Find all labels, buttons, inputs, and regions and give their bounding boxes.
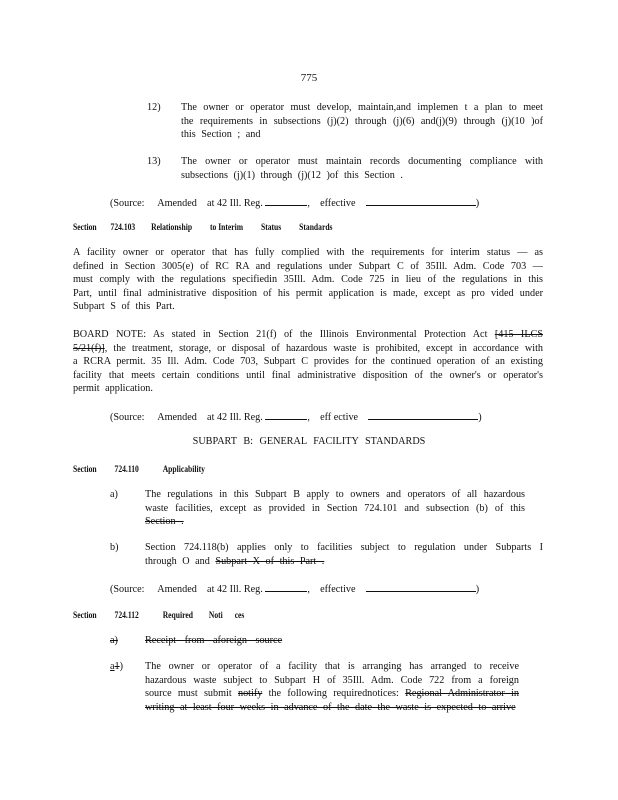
- section-heading: Section 724.112 Required Noti ces: [73, 609, 245, 621]
- list-item-text: Section 724.118(b) applies only to facilities subject to regulation under Subparts I through O and Subpart X of this Part .: [145, 542, 543, 567]
- section-heading: Section 724.103 Relationship to Interim Status Standards: [73, 221, 333, 233]
- source-note: (Source: Amended at 42 Ill. Reg. , effective ): [110, 584, 480, 595]
- list-item-number: a): [110, 635, 118, 646]
- source-note: (Source: Amended at 42 Ill. Reg. , effective ): [110, 198, 480, 209]
- list-item-text: The owner or operator of a facility that is arranging has arranged to receive hazardous waste subject to Subpart H of 35Ill. Adm. Code 722 from a foreign source must submit notify the following requirednotices: Regional Administrator in writing at least four weeks in advance of the date the waste is expected to arrive: [145, 661, 519, 713]
- list-item-number: a1): [110, 661, 124, 672]
- list-item-number: a): [110, 489, 118, 500]
- source-note: (Source: Amended at 42 Ill. Reg. , eff ective ): [110, 412, 482, 423]
- subpart-heading: SUBPART B: GENERAL FACILITY STANDARDS: [192, 436, 426, 447]
- list-item-text: The regulations in this Subpart B apply to owners and operators of all hazardous waste facilities, except as provided in Section 724.101 and subsection (b) of this Section .: [145, 489, 525, 528]
- list-item-number: 12): [147, 102, 161, 113]
- list-item-text: The owner or operator must develop, maintain,and implemen t a plan to meet the requirements in subsections (j)(2) through (j)(6) and(j)(9) through (j)(10 )of this Section ; and: [181, 102, 543, 141]
- list-item-number: b): [110, 542, 119, 553]
- list-item-text: The owner or operator must maintain records documenting compliance with subsections (j)(1) through (j)(12 )of this Section .: [181, 156, 543, 181]
- list-item-text: Receipt from aforeign source: [145, 635, 283, 646]
- paragraph: A facility owner or operator that has fully complied with the requirements for interim status — as defined in Section 3005(e) of RC RA and regulations under Subpart C of 35Ill. Adm. Code 703 — must comply with the regulations specifiedin 35Ill. Adm. Code 725 in lieu of the regulations in this Part, until final administrative disposition of his permit application is made, except as pro vided under Subpart S of this Part.: [73, 247, 543, 313]
- list-item-number: 13): [147, 156, 161, 167]
- board-note: BOARD NOTE: As stated in Section 21(f) of the Illinois Environmental Protection Act [415 ILCS 5/21(f)], the treatment, storage, or disposal of hazardous waste is prohibited, except in accordance with a RCRA permit. 35 Ill. Adm. Code 703, Subpart C provides for the continued operation of an existing facility that meets certain conditions until final administrative disposition of the owner's or operator's permit application.: [73, 329, 543, 395]
- page-number: 775: [300, 72, 318, 84]
- section-heading: Section 724.110 Applicability: [73, 463, 205, 475]
